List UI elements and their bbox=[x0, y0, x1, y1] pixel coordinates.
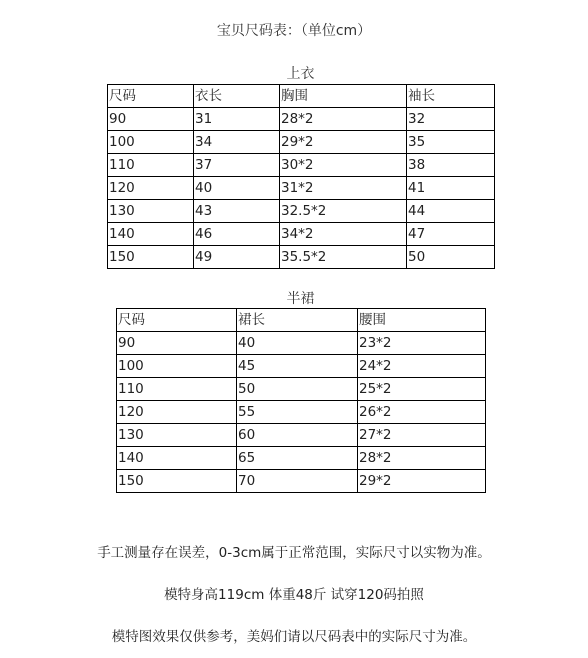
reference-note: 模特图效果仅供参考，美妈们请以尺码表中的实际尺寸为准。 bbox=[111, 629, 477, 645]
table-row bbox=[108, 223, 495, 246]
table-cell: 32 bbox=[407, 108, 495, 131]
table-cell: 35.5*2 bbox=[280, 246, 407, 269]
table-cell: 25*2 bbox=[358, 378, 486, 401]
table-row bbox=[108, 108, 495, 131]
table-header-row bbox=[117, 309, 486, 332]
table-cell: 49 bbox=[194, 246, 280, 269]
table-cell: 43 bbox=[194, 200, 280, 223]
measurement-note: 手工测量存在误差，0-3cm属于正常范围，实际尺寸以实物为准。 bbox=[97, 545, 491, 561]
table-cell: 46 bbox=[194, 223, 280, 246]
table-cell: 90 bbox=[108, 108, 194, 131]
table-cell: 31*2 bbox=[280, 177, 407, 200]
table-row bbox=[117, 401, 486, 424]
table-cell: 23*2 bbox=[358, 332, 486, 355]
table-cell: 27*2 bbox=[358, 424, 486, 447]
table-cell: 90 bbox=[117, 332, 237, 355]
table-cell: 150 bbox=[117, 470, 237, 493]
table-cell: 70 bbox=[237, 470, 358, 493]
table-cell: 44 bbox=[407, 200, 495, 223]
table-cell: 35 bbox=[407, 131, 495, 154]
table-cell: 130 bbox=[108, 200, 194, 223]
table-cell: 40 bbox=[194, 177, 280, 200]
table-row bbox=[108, 154, 495, 177]
skirt-size-table bbox=[116, 308, 486, 493]
table-cell: 29*2 bbox=[358, 470, 486, 493]
table-cell: 32.5*2 bbox=[280, 200, 407, 223]
table-cell: 30*2 bbox=[280, 154, 407, 177]
table-row bbox=[108, 246, 495, 269]
table-row bbox=[117, 424, 486, 447]
table-cell: 38 bbox=[407, 154, 495, 177]
table-cell: 140 bbox=[108, 223, 194, 246]
header-cell: 袖长 bbox=[407, 85, 495, 108]
header-cell: 腰围 bbox=[358, 309, 486, 332]
table-cell: 100 bbox=[117, 355, 237, 378]
table-cell: 40 bbox=[237, 332, 358, 355]
table-cell: 31 bbox=[194, 108, 280, 131]
header-cell: 胸围 bbox=[280, 85, 407, 108]
table-cell: 34 bbox=[194, 131, 280, 154]
table-cell: 120 bbox=[108, 177, 194, 200]
table-row bbox=[108, 177, 495, 200]
table-row bbox=[117, 378, 486, 401]
top-table-title: 上衣 bbox=[286, 66, 315, 82]
top-size-table bbox=[107, 84, 495, 269]
page-title: 宝贝尺码表：（单位cm） bbox=[216, 23, 372, 39]
table-cell: 37 bbox=[194, 154, 280, 177]
table-cell: 65 bbox=[237, 447, 358, 470]
table-cell: 110 bbox=[117, 378, 237, 401]
table-cell: 28*2 bbox=[280, 108, 407, 131]
table-cell: 34*2 bbox=[280, 223, 407, 246]
table-cell: 24*2 bbox=[358, 355, 486, 378]
skirt-table-title: 半裙 bbox=[286, 291, 315, 307]
table-cell: 100 bbox=[108, 131, 194, 154]
table-row bbox=[117, 447, 486, 470]
table-cell: 45 bbox=[237, 355, 358, 378]
header-cell: 衣长 bbox=[194, 85, 280, 108]
table-cell: 55 bbox=[237, 401, 358, 424]
model-note: 模特身高119cm 体重48斤 试穿120码拍照 bbox=[164, 587, 424, 603]
table-cell: 50 bbox=[237, 378, 358, 401]
table-cell: 29*2 bbox=[280, 131, 407, 154]
table-row bbox=[108, 131, 495, 154]
header-cell: 尺码 bbox=[117, 309, 237, 332]
table-cell: 150 bbox=[108, 246, 194, 269]
header-cell: 尺码 bbox=[108, 85, 194, 108]
table-cell: 28*2 bbox=[358, 447, 486, 470]
table-cell: 110 bbox=[108, 154, 194, 177]
table-row bbox=[117, 332, 486, 355]
table-cell: 140 bbox=[117, 447, 237, 470]
table-cell: 26*2 bbox=[358, 401, 486, 424]
table-cell: 41 bbox=[407, 177, 495, 200]
table-cell: 50 bbox=[407, 246, 495, 269]
table-cell: 47 bbox=[407, 223, 495, 246]
table-cell: 60 bbox=[237, 424, 358, 447]
table-row bbox=[117, 470, 486, 493]
table-cell: 120 bbox=[117, 401, 237, 424]
table-cell: 130 bbox=[117, 424, 237, 447]
header-cell: 裙长 bbox=[237, 309, 358, 332]
table-row bbox=[117, 355, 486, 378]
table-row bbox=[108, 200, 495, 223]
table-header-row bbox=[108, 85, 495, 108]
